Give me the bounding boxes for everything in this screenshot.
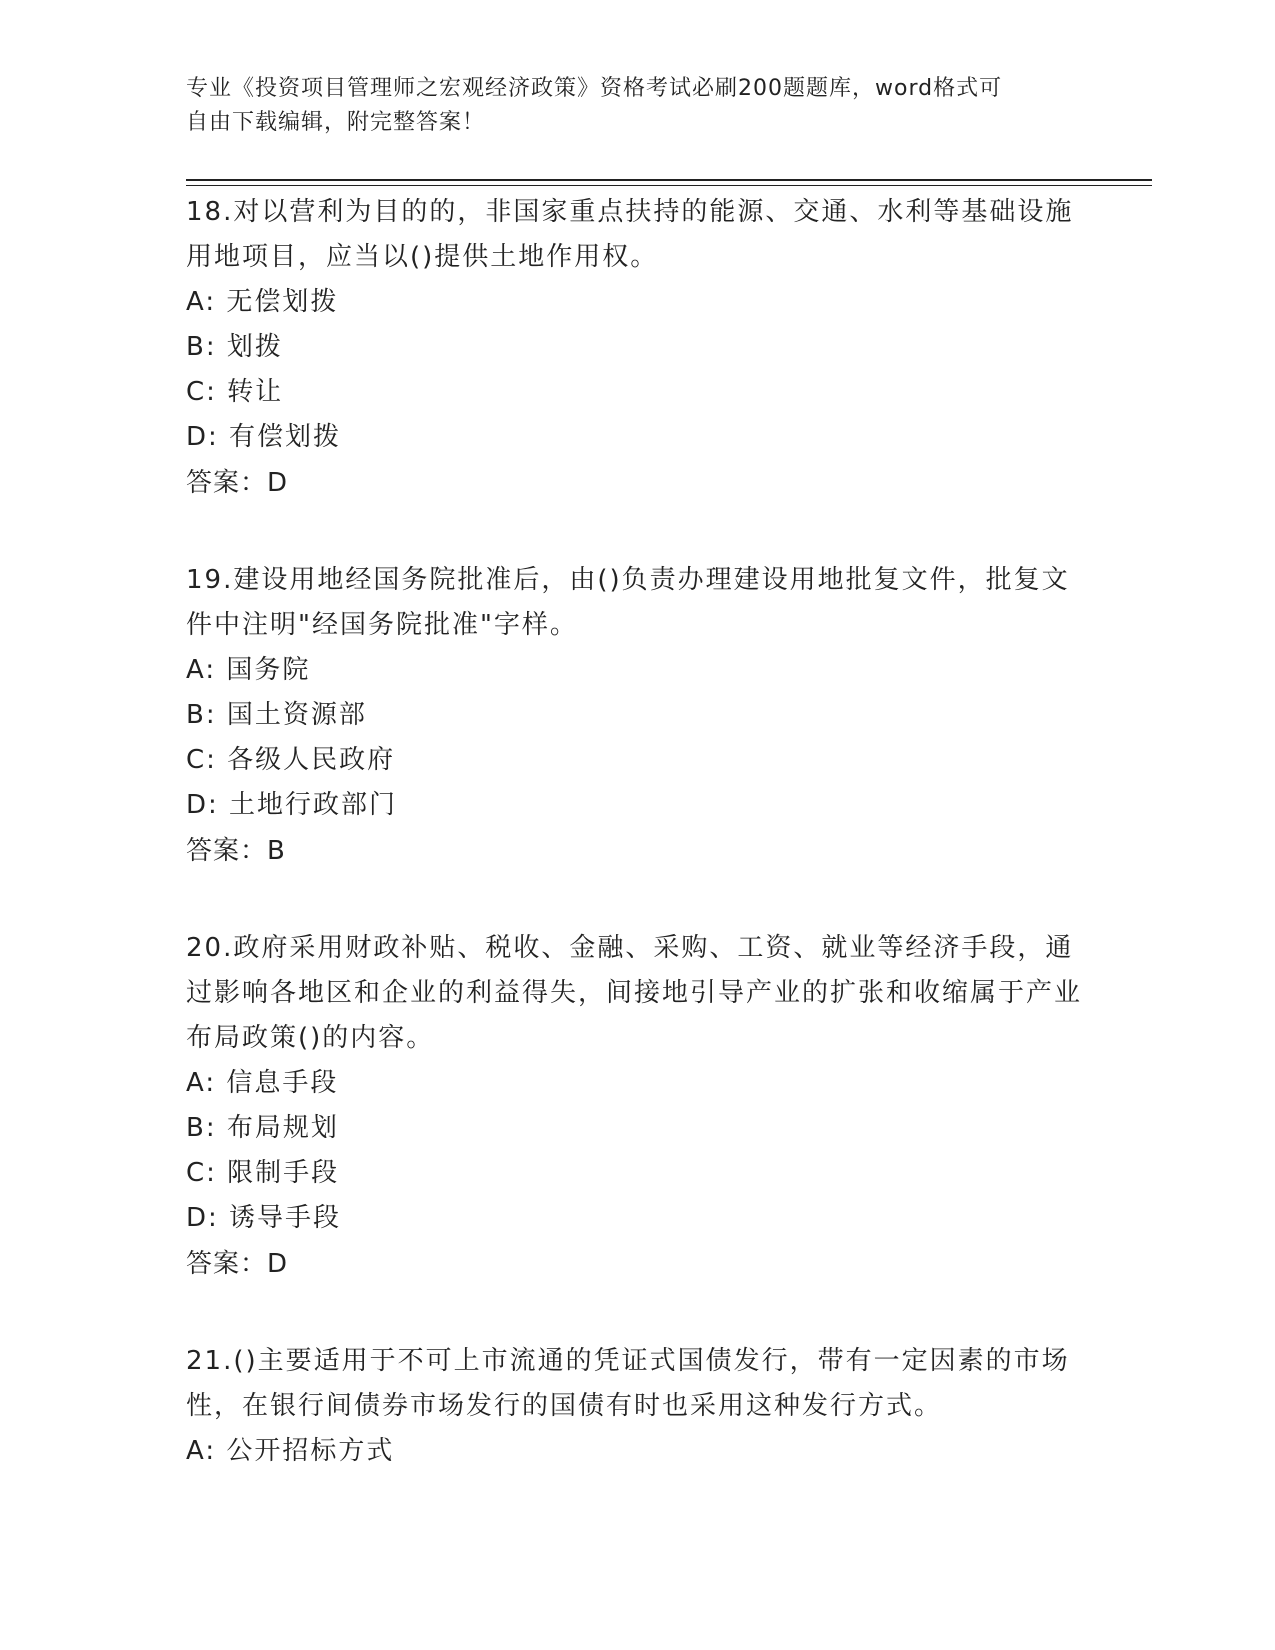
option-a: A: 无偿划拨 [186, 287, 339, 317]
question-list [186, 190, 1086, 1526]
question-19 [186, 558, 1086, 874]
option-c: C: 限制手段 [186, 1158, 340, 1188]
option-b: B: 国土资源部 [186, 700, 367, 730]
header-divider-thin [186, 185, 1152, 186]
option-b: B: 划拨 [186, 332, 283, 362]
option-d: D: 土地行政部门 [186, 790, 398, 820]
question-21 [186, 1339, 1086, 1474]
option-d: D: 诱导手段 [186, 1203, 342, 1233]
document-header [186, 72, 1086, 140]
question-20 [186, 926, 1086, 1287]
question-text: 18.对以营利为目的的，非国家重点扶持的能源、交通、水利等基础设施用地项目，应当以()提供土地作用权。 [186, 197, 1074, 272]
question-18 [186, 190, 1086, 506]
answer-line: 答案：D [186, 1249, 289, 1279]
option-a: A: 公开招标方式 [186, 1436, 395, 1466]
option-a: A: 信息手段 [186, 1068, 339, 1098]
question-text: 21.()主要适用于不可上市流通的凭证式国债发行，带有一定因素的市场性，在银行间债券市场发行的国债有时也采用这种发行方式。 [186, 1346, 1070, 1421]
option-a: A: 国务院 [186, 655, 311, 685]
option-b: B: 布局规划 [186, 1113, 339, 1143]
header-line-2: 自由下载编辑，附完整答案！ [186, 110, 486, 135]
option-c: C: 各级人民政府 [186, 745, 396, 775]
question-text: 19.建设用地经国务院批准后，由()负责办理建设用地批复文件，批复文件中注明"经国务院批准"字样。 [186, 565, 1070, 640]
question-text: 20.政府采用财政补贴、税收、金融、采购、工资、就业等经济手段，通过影响各地区和企业的利益得失，间接地引导产业的扩张和收缩属于产业布局政策()的内容。 [186, 933, 1083, 1053]
header-divider-thick [186, 179, 1152, 181]
option-d: D: 有偿划拨 [186, 422, 342, 452]
answer-line: 答案：B [186, 836, 286, 866]
answer-line: 答案：D [186, 468, 289, 498]
option-c: C: 转让 [186, 377, 284, 407]
header-line-1: 专业《投资项目管理师之宏观经济政策》资格考试必刷200题题库，word格式可 [186, 76, 1003, 101]
